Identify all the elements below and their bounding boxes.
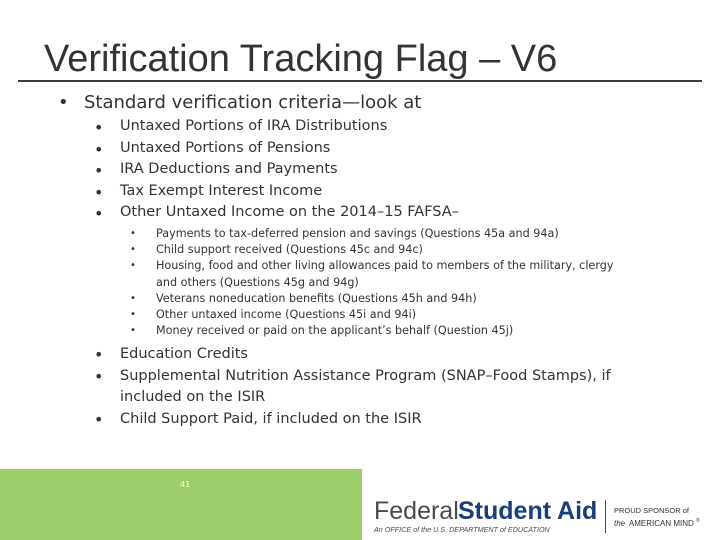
untaxed-income-sublist	[130, 226, 630, 339]
svg-text:the AMERICAN MIND ®	[614, 517, 700, 528]
logo-federal-text: Federal	[374, 497, 459, 525]
list-item: • Supplemental Nutrition Assistance Program (SNAP–Food Stamps), if included on the ISIR	[94, 366, 654, 409]
list-item: • Education Credits	[94, 344, 654, 366]
additional-criteria-list	[94, 344, 654, 430]
list-item: • Child Support Paid, if included on the ISIR	[94, 409, 654, 431]
logo-divider	[605, 500, 606, 533]
sponsor-the: the	[614, 519, 626, 528]
bullet-marker: •	[58, 92, 69, 113]
list-item: • Other untaxed income (Questions 45i and 94i)	[130, 307, 630, 323]
level1-text: Standard verification criteria—look at	[84, 92, 422, 113]
list-item: • IRA Deductions and Payments	[94, 161, 694, 183]
title-divider	[18, 80, 702, 82]
slide-title: Verification Tracking Flag – V6	[44, 38, 558, 80]
list-item: • Child support received (Questions 45c and 94c)	[130, 242, 630, 258]
trademark-symbol: ®	[696, 518, 700, 524]
list-item: • Payments to tax-deferred pension and savings (Questions 45a and 94a)	[130, 226, 630, 242]
sponsor-american-mind: AMERICAN MIND	[628, 519, 694, 528]
logo-subtitle-text: An OFFICE of the U.S. DEPARTMENT of EDUCATION	[374, 525, 550, 534]
list-item: • Untaxed Portions of Pensions	[94, 140, 694, 162]
sponsor-line-1: PROUD SPONSOR of	[614, 506, 690, 515]
list-item: • Veterans noneducation benefits (Questions 45h and 94h)	[130, 291, 630, 307]
federal-student-aid-logo	[374, 497, 710, 537]
list-item: • Other Untaxed Income on the 2014–15 FAFSA–	[94, 204, 694, 226]
list-item: • Housing, food and other living allowances paid to members of the military, clergy and others (Questions 45g and 94g)	[130, 258, 630, 290]
list-item: • Tax Exempt Interest Income	[94, 183, 694, 205]
criteria-list	[94, 118, 694, 226]
list-item: • Money received or paid on the applicant’s behalf (Question 45j)	[130, 323, 630, 339]
page-number: 41	[180, 480, 191, 489]
logo-student-aid-text: Student Aid	[458, 497, 598, 525]
list-item: • Untaxed Portions of IRA Distributions	[94, 118, 694, 140]
